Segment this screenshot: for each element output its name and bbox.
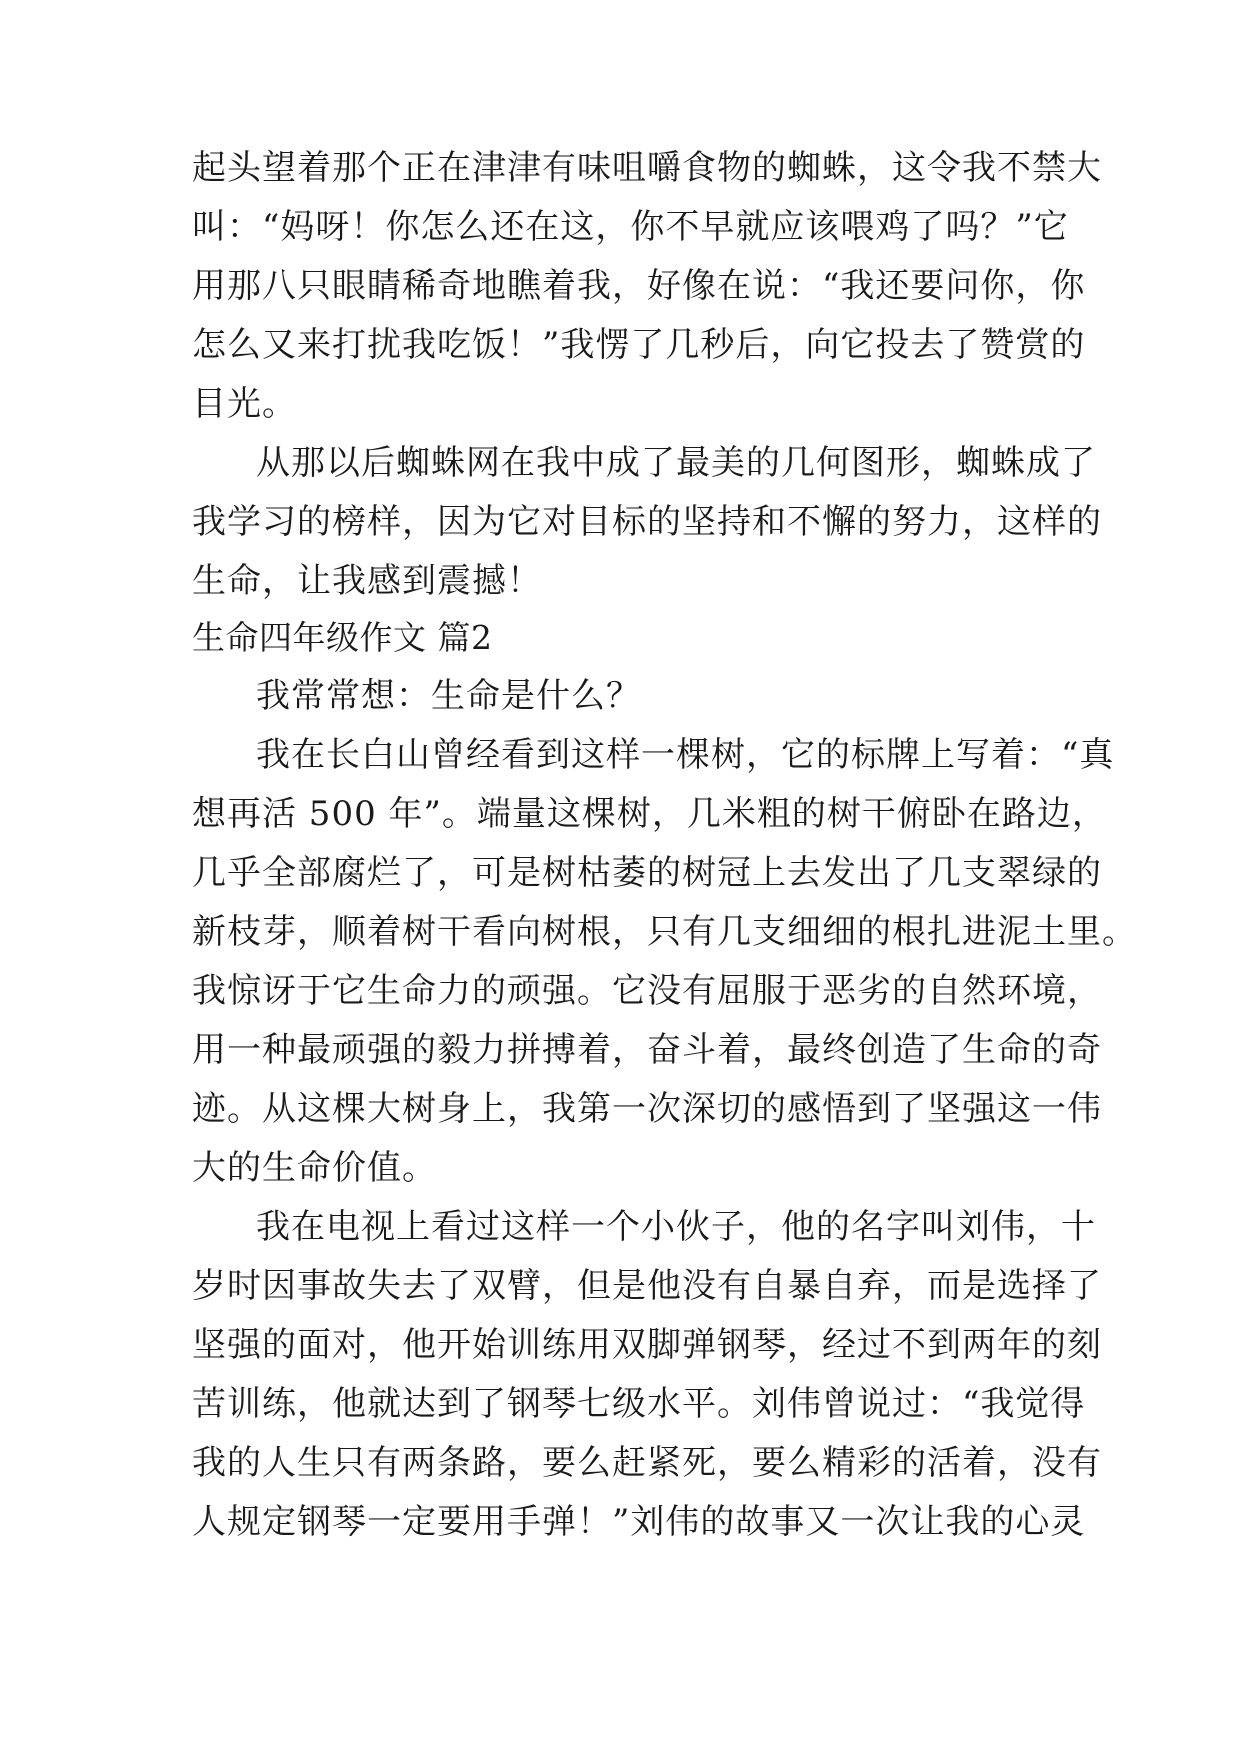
text-line: 我在长白山曾经看到这样一棵树，它的标牌上写着：“真 <box>256 735 1115 775</box>
text-line: 用那八只眼睛稀奇地瞧着我，好像在说：“我还要问你，你 <box>192 266 1086 306</box>
text-line: 我常常想：生命是什么？ <box>256 676 641 716</box>
text-line: 新枝芽，顺着树干看向树根，只有几支细细的根扎进泥土里。 <box>192 912 1137 952</box>
text-line: 叫：“妈呀！你怎么还在这，你不早就应该喂鸡了吗？”它 <box>192 207 1069 247</box>
text-line: 我学习的榜样，因为它对目标的坚持和不懈的努力，这样的 <box>192 502 1102 542</box>
text-line: 我在电视上看过这样一个小伙子，他的名字叫刘伟，十 <box>256 1207 1096 1247</box>
text-line: 苦训练，他就达到了钢琴七级水平。刘伟曾说过：“我觉得 <box>192 1384 1086 1424</box>
text-line: 几乎全部腐烂了，可是树枯萎的树冠上去发出了几支翠绿的 <box>192 853 1102 893</box>
text-line: 从那以后蜘蛛网在我中成了最美的几何图形，蜘蛛成了 <box>256 443 1096 483</box>
text-line: 人规定钢琴一定要用手弹！”刘伟的故事又一次让我的心灵 <box>192 1502 1086 1542</box>
text-line: 岁时因事故失去了双臂，但是他没有自暴自弃，而是选择了 <box>192 1266 1102 1306</box>
text-line: 大的生命价值。 <box>192 1148 437 1188</box>
text-line: 想再活 500 年”。端量这棵树，几米粗的树干俯卧在路边， <box>192 794 1107 834</box>
text-line: 怎么又来打扰我吃饭！”我愣了几秒后，向它投去了赞赏的 <box>192 325 1086 365</box>
section-heading: 生命四年级作文 篇2 <box>192 618 493 657</box>
text-line: 迹。从这棵大树身上，我第一次深切的感悟到了坚强这一伟 <box>192 1089 1102 1129</box>
text-line: 目光。 <box>192 384 297 424</box>
text-line: 生命，让我感到震撼！ <box>192 561 542 601</box>
text-line: 我的人生只有两条路，要么赶紧死，要么精彩的活着，没有 <box>192 1443 1102 1483</box>
text-line: 坚强的面对，他开始训练用双脚弹钢琴，经过不到两年的刻 <box>192 1325 1102 1365</box>
text-line: 我惊讶于它生命力的顽强。它没有屈服于恶劣的自然环境， <box>192 971 1102 1011</box>
text-line: 用一种最顽强的毅力拼搏着，奋斗着，最终创造了生命的奇 <box>192 1030 1102 1070</box>
text-line: 起头望着那个正在津津有味咀嚼食物的蜘蛛，这令我不禁大 <box>192 148 1102 188</box>
